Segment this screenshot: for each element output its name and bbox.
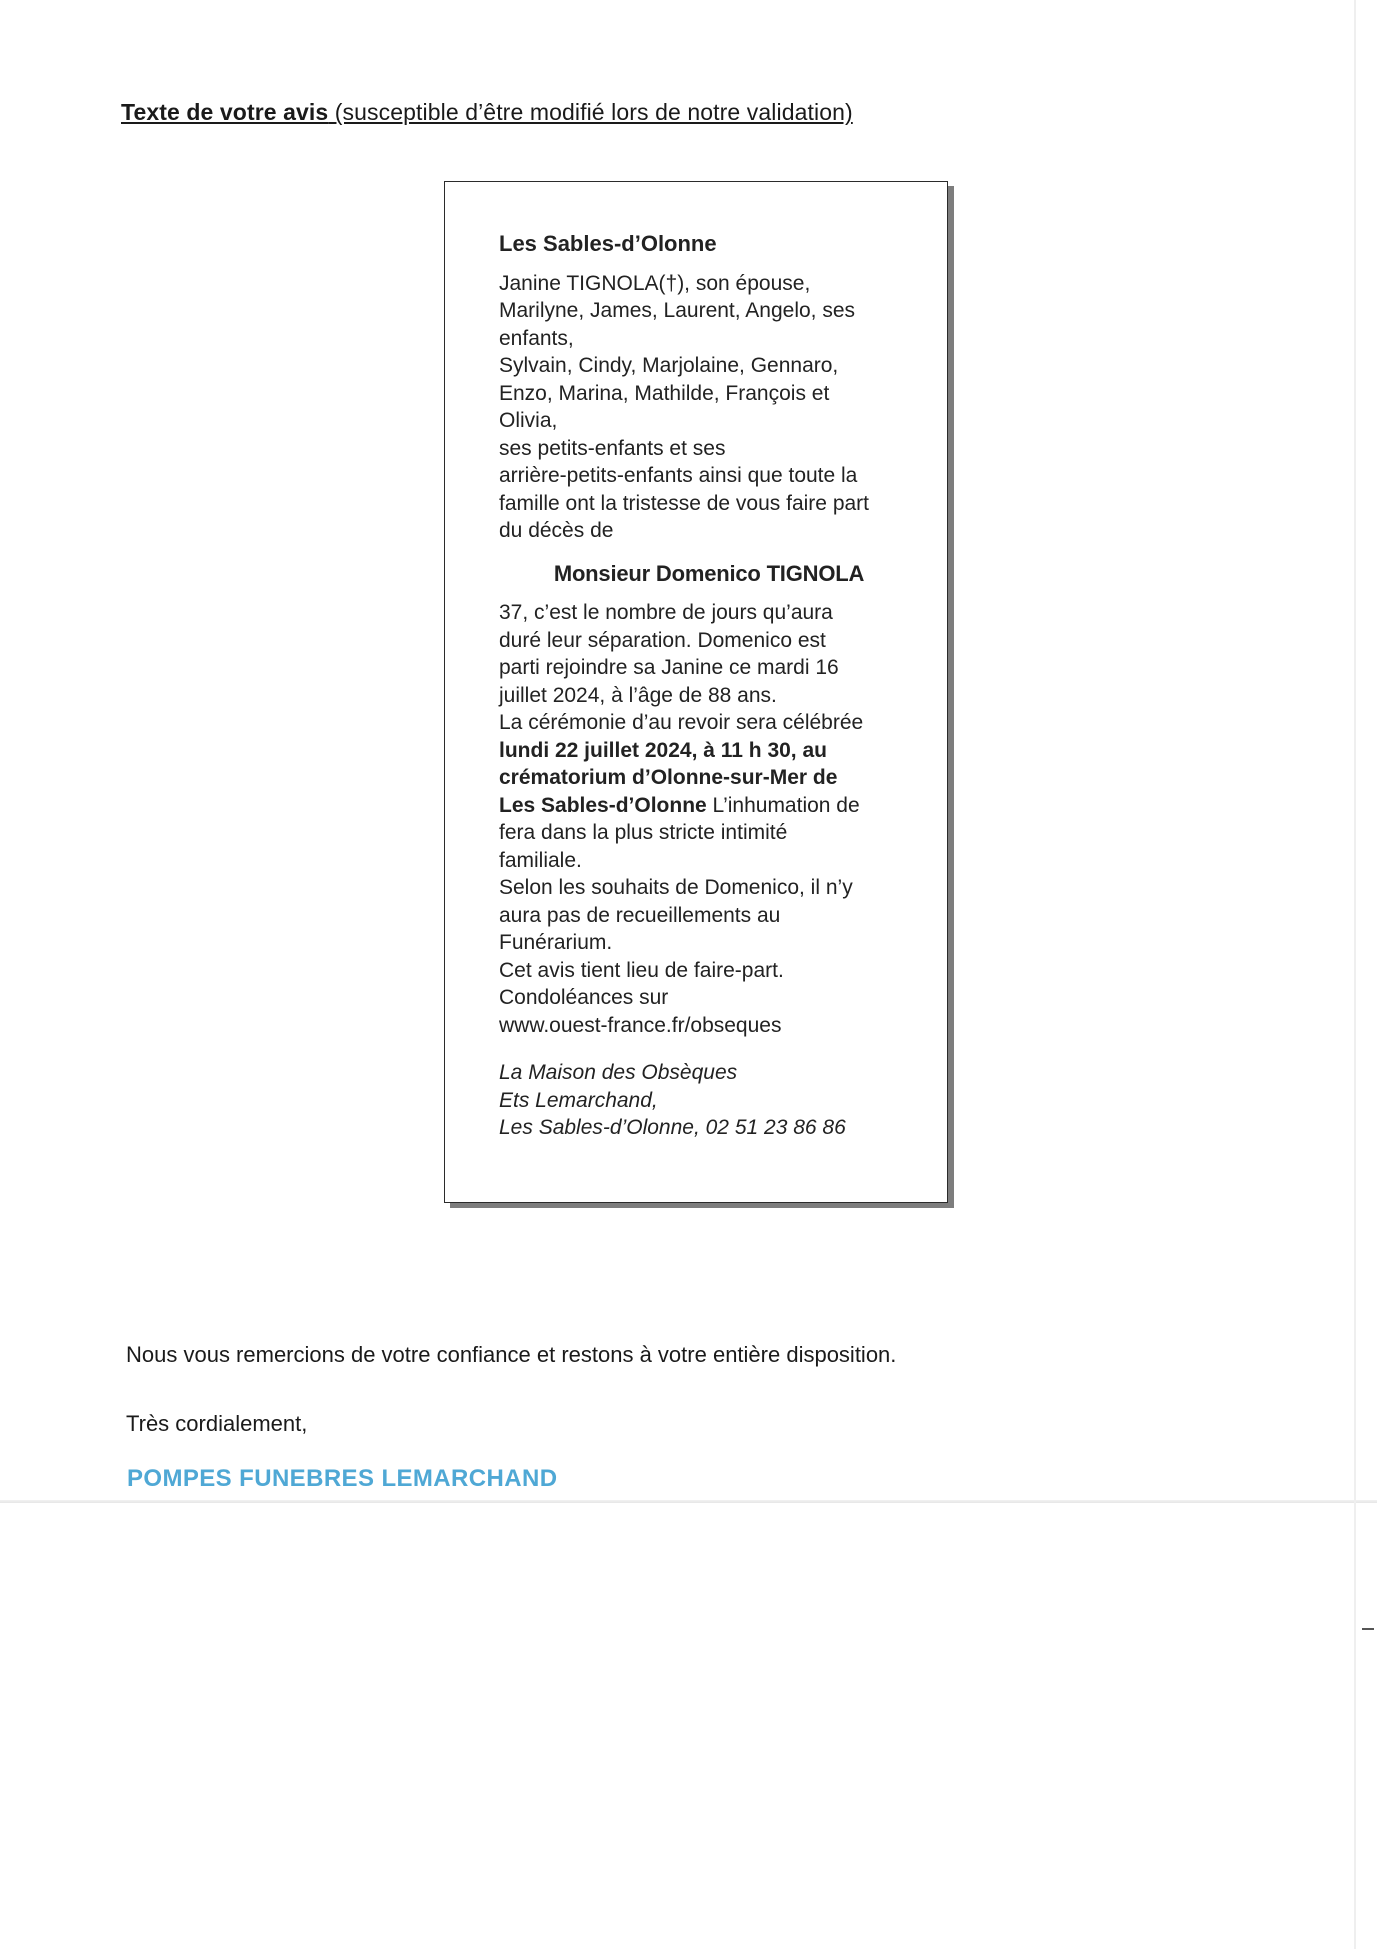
signature-line: Les Sables-d’Olonne, 02 51 23 86 86 — [499, 1116, 846, 1139]
family-line: enfants, — [499, 326, 574, 350]
scan-edge — [1354, 0, 1356, 1949]
body-line: Condoléances sur — [499, 986, 669, 1009]
body-line: Cet avis tient lieu de faire-part. — [499, 958, 784, 982]
signature-line: La Maison des Obsèques — [499, 1061, 738, 1084]
funeral-home-signature — [499, 1059, 919, 1142]
body-line: duré leur séparation. Domenico est — [499, 628, 826, 652]
family-line: Janine TIGNOLA(†), son épouse, — [499, 271, 811, 295]
signature-line: Ets Lemarchand, — [499, 1088, 658, 1112]
ceremony-paragraph — [499, 599, 919, 1039]
ceremony-city-line — [499, 792, 919, 820]
obituary-notice-box — [444, 181, 948, 1203]
body-line: juillet 2024, à l’âge de 88 ans. — [499, 683, 777, 707]
body-line: fera dans la plus stricte intimité — [499, 821, 788, 844]
family-line: du décès de — [499, 519, 614, 542]
family-paragraph — [499, 270, 919, 545]
family-line: famille ont la tristesse de vous faire part — [499, 491, 870, 515]
body-line: familiale. — [499, 848, 582, 872]
ceremony-place-line: crématorium d’Olonne-sur-Mer de — [499, 766, 838, 789]
scan-mark — [1362, 1628, 1374, 1630]
heading-bold: Texte de votre avis — [121, 99, 329, 125]
family-line: arrière-petits-enfants ainsi que toute la — [499, 464, 858, 487]
family-line: Olivia, — [499, 409, 558, 432]
ceremony-date-line: lundi 22 juillet 2024, à 11 h 30, au — [499, 738, 827, 762]
family-line: Sylvain, Cindy, Marjolaine, Gennaro, — [499, 354, 839, 377]
body-line: Selon les souhaits de Domenico, il n’y — [499, 876, 853, 899]
obituary-notice-content — [499, 230, 919, 1142]
ceremony-city: Les Sables-d’Olonne — [499, 793, 707, 817]
body-line: La cérémonie d’au revoir sera célébrée — [499, 711, 864, 734]
scan-divider — [0, 1500, 1377, 1503]
burial-text: L’inhumation de — [706, 793, 860, 817]
notice-heading — [121, 99, 853, 126]
heading-note: (susceptible d’être modifié lors de notre validation) — [328, 99, 853, 125]
family-line: Marilyne, James, Laurent, Angelo, ses — [499, 299, 856, 322]
family-line: ses petits-enfants et ses — [499, 436, 726, 460]
notice-city: Les Sables-d’Olonne — [499, 231, 717, 256]
body-line: parti rejoindre sa Janine ce mardi 16 — [499, 656, 839, 679]
deceased-name: Monsieur Domenico TIGNOLA — [553, 560, 865, 586]
company-name: POMPES FUNEBRES LEMARCHAND — [127, 1465, 558, 1492]
body-line: Funérarium. — [499, 931, 613, 954]
closing-sentence: Nous vous remercions de votre confiance et restons à votre entière disposition. — [126, 1342, 897, 1367]
body-line: 37, c’est le nombre de jours qu’aura — [499, 601, 833, 624]
condolences-url: www.ouest-france.fr/obseques — [499, 1013, 782, 1037]
family-line: Enzo, Marina, Mathilde, François et — [499, 381, 830, 405]
body-line: aura pas de recueillements au — [499, 903, 781, 927]
greeting: Très cordialement, — [126, 1411, 308, 1436]
